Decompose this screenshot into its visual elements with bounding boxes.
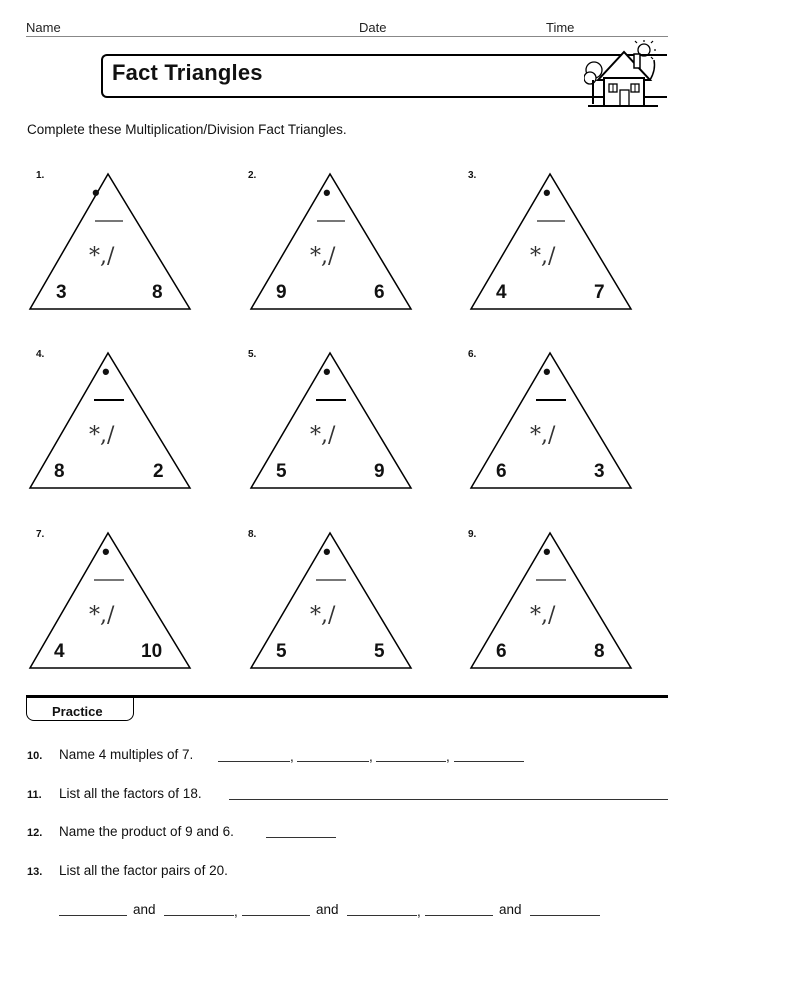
top-dot: •: [102, 359, 110, 384]
and-word: and: [133, 902, 156, 917]
top-dot: •: [323, 180, 331, 205]
and-word: and: [316, 902, 339, 917]
time-label: Time: [546, 20, 575, 35]
answer-blank[interactable]: [530, 915, 600, 916]
triangle-number: 6.: [468, 349, 477, 360]
triangle-number: 7.: [36, 529, 45, 540]
triangle-shape: [248, 347, 428, 507]
name-label: Name: [26, 20, 61, 35]
right-factor: 3: [594, 461, 605, 482]
triangle-shape: [248, 527, 428, 687]
top-dot: •: [323, 359, 331, 384]
header-rule: [26, 36, 668, 37]
fact-triangle-7: [28, 527, 208, 687]
page-title: Fact Triangles: [112, 60, 263, 85]
right-factor: 8: [594, 641, 605, 662]
house-icon: [584, 40, 670, 110]
triangle-number: 2.: [248, 170, 257, 181]
fact-triangle-1: [28, 168, 208, 328]
right-factor: 8: [152, 282, 163, 303]
operation-symbols: *,/: [310, 603, 336, 628]
fact-triangle-6: [468, 347, 648, 507]
answer-blank[interactable]: [376, 761, 446, 762]
fact-triangle-3: [468, 168, 648, 328]
instructions: Complete these Multiplication/Division Fact Triangles.: [27, 122, 347, 137]
comma: ,: [446, 749, 450, 764]
right-factor: 9: [374, 461, 385, 482]
operation-symbols: *,/: [530, 423, 556, 448]
triangle-number: 4.: [36, 349, 45, 360]
answer-blank[interactable]: [164, 915, 234, 916]
comma: ,: [290, 749, 294, 764]
top-dot: •: [102, 539, 110, 564]
top-dot: •: [543, 359, 551, 384]
top-dot: •: [543, 539, 551, 564]
left-factor: 5: [276, 461, 287, 482]
fact-triangle-8: [248, 527, 428, 687]
triangle-number: 9.: [468, 529, 477, 540]
triangle-number: 1.: [36, 170, 45, 181]
triangle-number: 8.: [248, 529, 257, 540]
answer-blank[interactable]: [425, 915, 493, 916]
right-factor: 10: [141, 641, 163, 662]
operation-symbols: *,/: [310, 244, 336, 269]
question-text: Name the product of 9 and 6.: [59, 824, 234, 839]
comma: ,: [417, 904, 421, 919]
question-number: 12.: [27, 827, 43, 839]
fact-triangle-5: [248, 347, 428, 507]
left-factor: 4: [496, 282, 507, 303]
triangle-shape: [28, 527, 208, 687]
answer-blank[interactable]: [266, 837, 336, 838]
answer-blank[interactable]: [59, 915, 127, 916]
comma: ,: [369, 749, 373, 764]
triangle-number: 3.: [468, 170, 477, 181]
and-word: and: [499, 902, 522, 917]
triangle-number: 5.: [248, 349, 257, 360]
answer-blank[interactable]: [229, 799, 668, 800]
left-factor: 6: [496, 641, 507, 662]
top-dot: •: [323, 539, 331, 564]
question-text: Name 4 multiples of 7.: [59, 747, 194, 762]
operation-symbols: *,/: [89, 423, 115, 448]
question-number: 10.: [27, 750, 43, 762]
answer-blank[interactable]: [297, 761, 369, 762]
date-label: Date: [359, 20, 387, 35]
triangle-shape: [28, 347, 208, 507]
right-factor: 6: [374, 282, 385, 303]
fact-triangle-9: [468, 527, 648, 687]
fact-triangle-4: [28, 347, 208, 507]
question-number: 11.: [27, 789, 42, 801]
top-dot: •: [92, 180, 100, 205]
right-factor: 2: [153, 461, 164, 482]
operation-symbols: *,/: [89, 603, 115, 628]
question-text: List all the factors of 18.: [59, 786, 202, 801]
triangle-shape: [28, 168, 208, 328]
triangle-shape: [248, 168, 428, 328]
operation-symbols: *,/: [530, 244, 556, 269]
answer-blank[interactable]: [218, 761, 290, 762]
left-factor: 6: [496, 461, 507, 482]
left-factor: 3: [56, 282, 67, 303]
left-factor: 9: [276, 282, 287, 303]
fact-triangle-2: [248, 168, 428, 328]
triangle-shape: [468, 168, 648, 328]
left-factor: 5: [276, 641, 287, 662]
right-factor: 7: [594, 282, 605, 303]
answer-blank[interactable]: [242, 915, 310, 916]
right-factor: 5: [374, 641, 385, 662]
triangle-shape: [468, 527, 648, 687]
question-number: 13.: [27, 866, 43, 878]
operation-symbols: *,/: [310, 423, 336, 448]
answer-blank[interactable]: [347, 915, 417, 916]
left-factor: 4: [54, 641, 65, 662]
left-factor: 8: [54, 461, 65, 482]
answer-blank[interactable]: [454, 761, 524, 762]
comma: ,: [234, 904, 238, 919]
practice-label: Practice: [52, 704, 103, 719]
triangle-shape: [468, 347, 648, 507]
top-dot: •: [543, 180, 551, 205]
operation-symbols: *,/: [530, 603, 556, 628]
question-text: List all the factor pairs of 20.: [59, 863, 228, 878]
operation-symbols: *,/: [89, 244, 115, 269]
